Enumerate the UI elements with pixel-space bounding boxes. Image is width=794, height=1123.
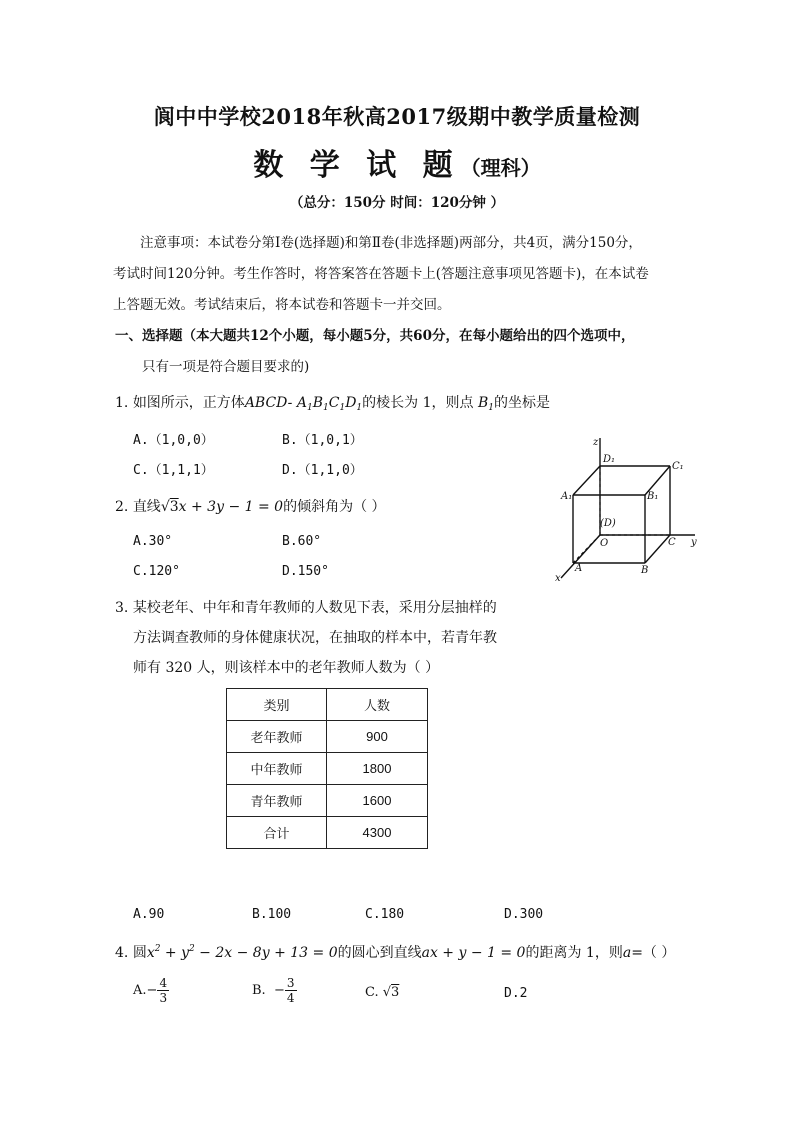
- q1-point: $B_1$: [477, 395, 494, 413]
- notice-line-2: 考试时间120分钟。考生作答时，将答案答在答题卡上(答题注意事项见答题卡)，在本试卷: [113, 266, 649, 282]
- label-c1: C₁: [672, 461, 684, 472]
- q1-text-post: 的坐标是: [494, 395, 550, 411]
- edge-b-c: [645, 535, 670, 563]
- q4-text-tail: =（ ）: [631, 945, 676, 961]
- subject-name: 数 学 试 题: [253, 148, 461, 183]
- q1-cube-name: ABCD- $A_1B_1C_1D_1$: [244, 395, 363, 413]
- question-3-line-2: 方法调查教师的身体健康状况，在抽取的样本中，若青年教: [133, 630, 497, 646]
- q4-number: 4.: [115, 945, 129, 961]
- label-b: B: [641, 565, 649, 576]
- q1-text-pre: 如图所示，正方体: [132, 395, 245, 411]
- label-o: O: [600, 538, 609, 549]
- q4-option-c[interactable]: C. √3: [365, 985, 400, 1000]
- q4-circle-equation: $x^2 + y^2 - 2x - 8y + 13 = 0$: [146, 944, 338, 961]
- q3-option-d[interactable]: D.300: [504, 907, 544, 922]
- table-cell: 4300: [327, 817, 428, 849]
- q2-option-a[interactable]: A.30°: [133, 534, 173, 549]
- teacher-count-table: [226, 688, 428, 849]
- q1-text-mid: 的棱长为 1，则点: [362, 395, 474, 411]
- q1-number: 1.: [115, 395, 129, 411]
- label-z: z: [593, 437, 599, 448]
- table-header-row: [227, 689, 428, 721]
- q4-var-a: a: [622, 945, 632, 961]
- fraction: $\frac{3}{4}$: [286, 976, 295, 1005]
- question-3-line-3: 师有 320 人，则该样本中的老年教师人数为（ ）: [133, 660, 440, 676]
- table-row: [227, 785, 428, 817]
- label-x: x: [555, 573, 561, 583]
- question-2: [115, 496, 386, 516]
- q4-text-pre: 圆: [132, 945, 147, 961]
- section-heading: 一、选择题（本大题共12个小题，每小题5分，共60分，在每小题给出的四个选项中，: [115, 328, 635, 344]
- q2-option-b[interactable]: B.60°: [282, 534, 322, 549]
- section-heading-cont: 只有一项是符合题目要求的): [142, 359, 310, 375]
- exam-title: 阆中中学校2018年秋高2017级期中教学质量检测: [153, 104, 641, 129]
- q4-text-post: 的距离为 1，则: [525, 945, 623, 961]
- table-cell: 合计: [227, 817, 327, 849]
- label-a: A: [575, 563, 583, 574]
- table-cell: 1600: [327, 785, 428, 817]
- q2-equation: √3x + 3y − 1 = 0: [160, 499, 284, 515]
- q4-line-equation: ax + y − 1 = 0: [421, 945, 526, 961]
- label-d1: D₁: [603, 454, 616, 465]
- notice-line-3: 上答题无效。考试结束后，将本试卷和答题卡一并交回。: [113, 297, 451, 313]
- subject-title: [0, 140, 794, 184]
- q1-option-c[interactable]: C.（1,1,1）: [133, 463, 214, 478]
- question-3-line-1: [115, 597, 497, 617]
- question-1: [115, 392, 550, 413]
- q3-option-c[interactable]: C.180: [365, 907, 405, 922]
- table-header: 人数: [327, 689, 428, 721]
- q2-text-post: 的倾斜角为（ ）: [283, 499, 386, 515]
- q1-option-b[interactable]: B.（1,0,1）: [282, 433, 363, 448]
- fraction: $\frac{4}{3}$: [159, 976, 168, 1005]
- table-cell: 青年教师: [227, 785, 327, 817]
- label-d: (D): [600, 518, 616, 529]
- q2-option-d[interactable]: D.150°: [282, 564, 329, 579]
- score-time-line: （总分：150分 时间：120分钟 ）: [289, 195, 505, 211]
- q3-option-a[interactable]: A.90: [133, 907, 165, 922]
- label-a1: A₁: [561, 491, 573, 502]
- q4-option-d[interactable]: D.2: [504, 986, 528, 1001]
- table-cell: 1800: [327, 753, 428, 785]
- q1-option-d[interactable]: D.（1,1,0）: [282, 463, 363, 478]
- subject-note: （理科）: [460, 156, 541, 180]
- label-b1: B₁: [647, 491, 659, 502]
- table-header: 类别: [227, 689, 327, 721]
- table-cell: 900: [327, 721, 428, 753]
- label-y: y: [691, 537, 697, 548]
- q3-number: 3.: [115, 600, 129, 616]
- q2-option-c[interactable]: C.120°: [133, 564, 180, 579]
- label-c: C: [668, 537, 676, 548]
- q1-option-a[interactable]: A.（1,0,0）: [133, 433, 214, 448]
- q4-text-mid: 的圆心到直线: [337, 945, 422, 961]
- table-row: [227, 721, 428, 753]
- question-4: [115, 942, 675, 962]
- edge-a1-d1: [573, 466, 600, 495]
- q3-option-b[interactable]: B.100: [252, 907, 292, 922]
- table-cell: 中年教师: [227, 753, 327, 785]
- cube-figure: [555, 433, 705, 583]
- q2-number: 2.: [115, 499, 129, 515]
- table-cell: 老年教师: [227, 721, 327, 753]
- q3-text-1: 某校老年、中年和青年教师的人数见下表，采用分层抽样的: [132, 600, 497, 616]
- table-row: [227, 753, 428, 785]
- q4-option-b[interactable]: B. − $\frac{3}{4}$: [252, 976, 295, 1005]
- q4-option-a[interactable]: A.− $\frac{4}{3}$: [133, 976, 168, 1005]
- notice-line-1: 注意事项：本试卷分第Ⅰ卷(选择题)和第Ⅱ卷(非选择题)两部分，共4页，满分150分，: [140, 235, 642, 251]
- table-row: [227, 817, 428, 849]
- q2-text-pre: 直线: [132, 499, 161, 515]
